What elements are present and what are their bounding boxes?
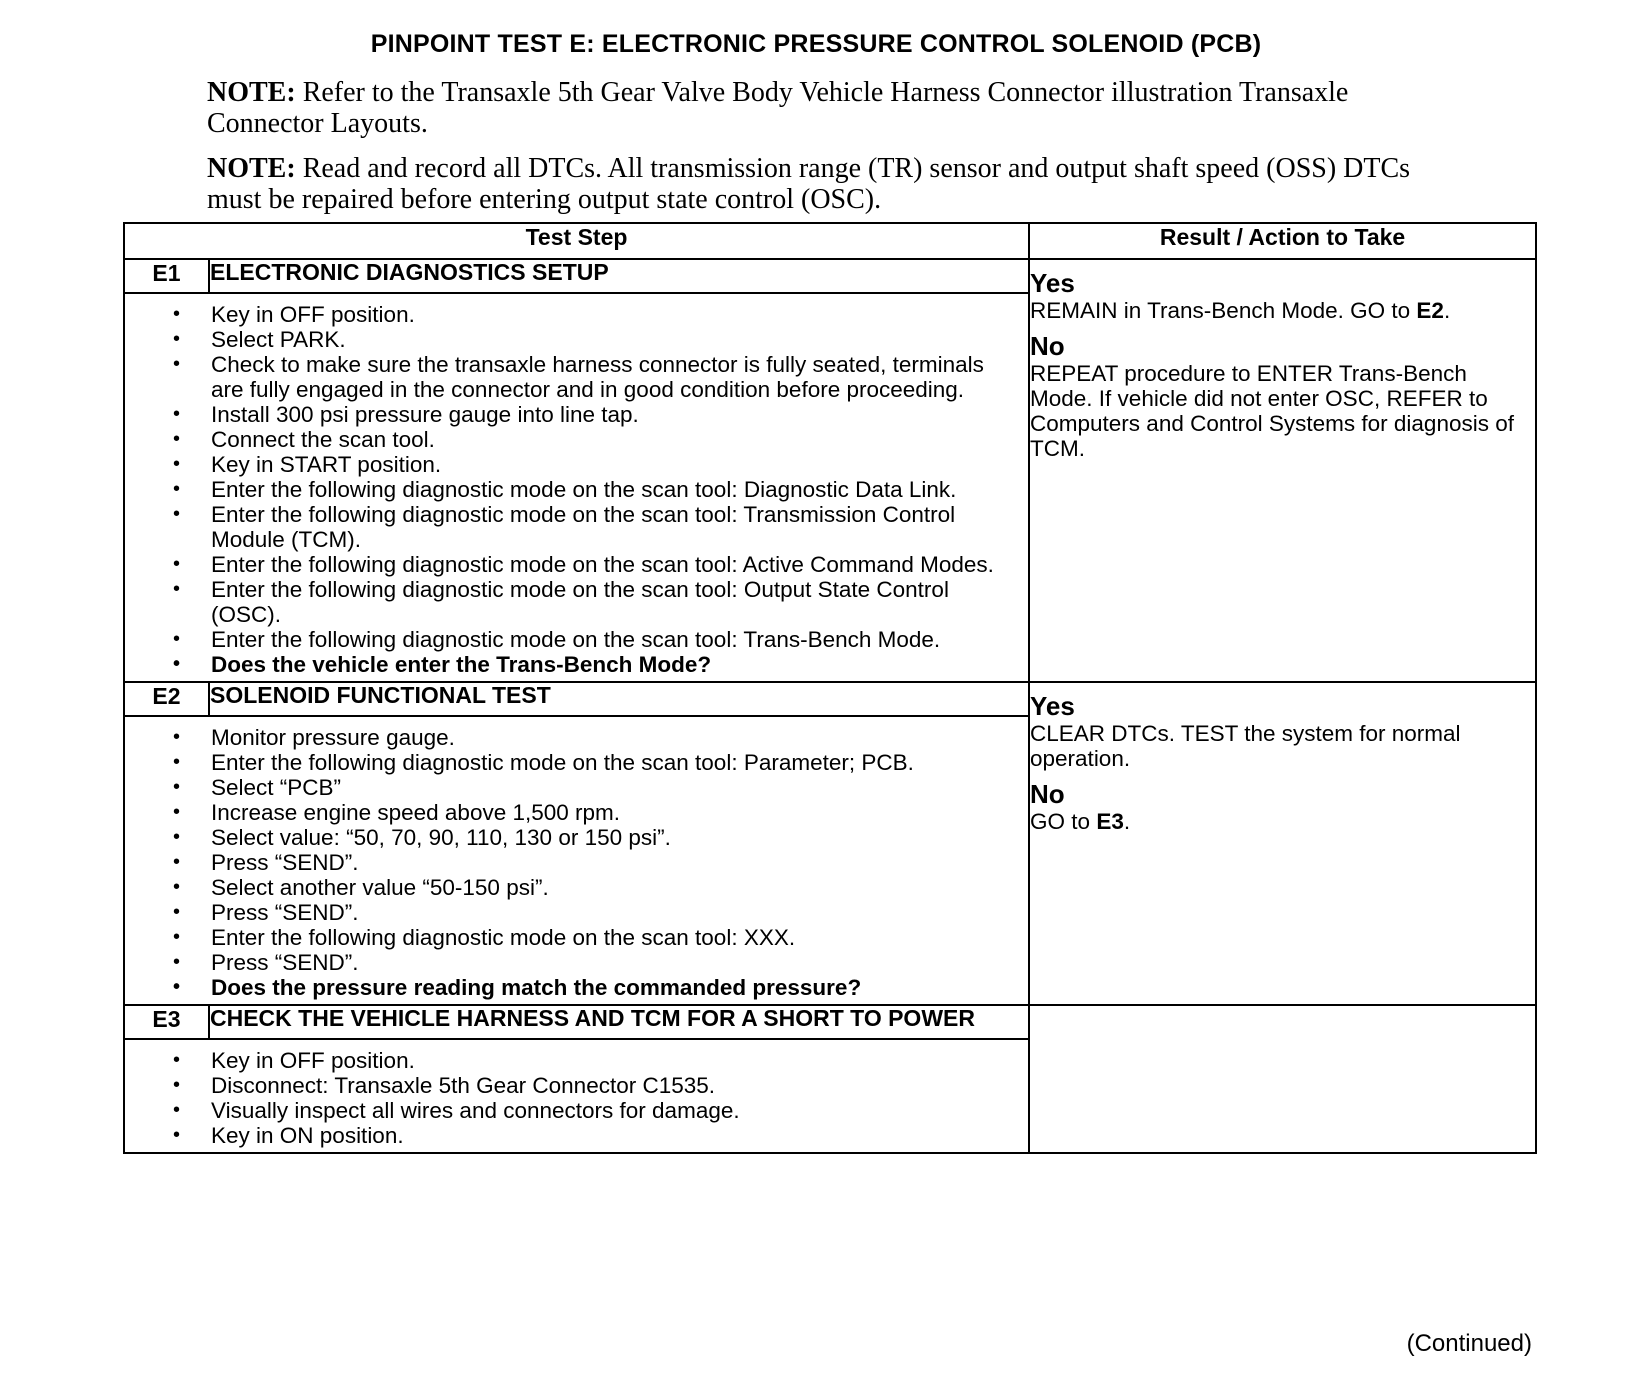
note-2	[207, 153, 1467, 215]
list-item: • Key in OFF position.	[211, 302, 1004, 327]
step-title-row	[124, 1005, 1536, 1039]
step-id: E3	[124, 1005, 209, 1039]
no-label: No	[1030, 331, 1065, 361]
list-item: • Key in OFF position.	[211, 1048, 1004, 1073]
step-question: • Does the pressure reading match the commanded pressure?	[211, 975, 1004, 1000]
yes-action: CLEAR DTCs. TEST the system for normal operation.	[1030, 721, 1461, 771]
note-text: Read and record all DTCs. All transmission range (TR) sensor and output shaft speed (OSS) DTCs must be repaired before entering output state control (OSC).	[207, 153, 1411, 215]
step-body	[124, 293, 1029, 682]
list-item: • Press “SEND”.	[211, 950, 1004, 975]
yes-action: REMAIN in Trans-Bench Mode. GO to E2.	[1030, 298, 1451, 323]
test-step-header: Test Step	[124, 223, 1029, 259]
yes-label: Yes	[1030, 691, 1075, 721]
note-label: NOTE:	[207, 77, 296, 108]
step-id: E2	[124, 682, 209, 716]
step-title: ELECTRONIC DIAGNOSTICS SETUP	[209, 259, 1029, 293]
step-ref: E2	[1416, 298, 1444, 323]
note-text: Refer to the Transaxle 5th Gear Valve Body Vehicle Harness Connector illustration Transaxle Connector Layouts.	[207, 77, 1349, 139]
list-item: • Enter the following diagnostic mode on the scan tool: XXX.	[211, 925, 1004, 950]
step-body	[124, 1039, 1029, 1153]
step-result	[1029, 1005, 1536, 1153]
step-id: E1	[124, 259, 209, 293]
list-item: • Connect the scan tool.	[211, 427, 1004, 452]
list-item: • Key in START position.	[211, 452, 1004, 477]
list-item: • Key in ON position.	[211, 1123, 1004, 1148]
step-ref: E3	[1096, 809, 1124, 834]
no-action: REPEAT procedure to ENTER Trans-Bench Mode. If vehicle did not enter OSC, REFER to Computers and Control Systems for diagnosis of TCM.	[1030, 361, 1514, 461]
continued-label: (Continued)	[1406, 1330, 1532, 1357]
list-item: • Select PARK.	[211, 327, 1004, 352]
list-item: • Enter the following diagnostic mode on the scan tool: Active Command Modes.	[211, 552, 1004, 577]
step-title-row	[124, 682, 1536, 716]
list-item: • Select another value “50-150 psi”.	[211, 875, 1004, 900]
step-result	[1029, 682, 1536, 1005]
list-item: • Install 300 psi pressure gauge into line tap.	[211, 402, 1004, 427]
note-1	[207, 77, 1467, 139]
list-item: • Check to make sure the transaxle harness connector is fully seated, terminals are fully engaged in the connector and in good condition before proceeding.	[211, 352, 1004, 402]
list-item: • Enter the following diagnostic mode on the scan tool: Diagnostic Data Link.	[211, 477, 1004, 502]
list-item: • Enter the following diagnostic mode on the scan tool: Parameter; PCB.	[211, 750, 1004, 775]
list-item: • Increase engine speed above 1,500 rpm.	[211, 800, 1004, 825]
table-header-row	[124, 223, 1536, 259]
list-item: • Enter the following diagnostic mode on the scan tool: Output State Control (OSC).	[211, 577, 1004, 627]
step-title: CHECK THE VEHICLE HARNESS AND TCM FOR A SHORT TO POWER	[209, 1005, 1029, 1039]
step-title: SOLENOID FUNCTIONAL TEST	[209, 682, 1029, 716]
step-bullet-list	[125, 717, 1028, 1004]
page-title: PINPOINT TEST E: ELECTRONIC PRESSURE CONTROL SOLENOID (PCB)	[370, 30, 1262, 58]
list-item: • Press “SEND”.	[211, 850, 1004, 875]
list-item: • Select value: “50, 70, 90, 110, 130 or 150 psi”.	[211, 825, 1004, 850]
no-label: No	[1030, 779, 1065, 809]
result-header: Result / Action to Take	[1029, 223, 1536, 259]
list-item: • Monitor pressure gauge.	[211, 725, 1004, 750]
list-item: • Visually inspect all wires and connectors for damage.	[211, 1098, 1004, 1123]
list-item: • Enter the following diagnostic mode on the scan tool: Trans-Bench Mode.	[211, 627, 1004, 652]
no-action: GO to E3.	[1030, 809, 1131, 834]
yes-label: Yes	[1030, 268, 1075, 298]
pinpoint-test-table	[123, 222, 1537, 1154]
note-label: NOTE:	[207, 153, 296, 184]
list-item: • Enter the following diagnostic mode on the scan tool: Transmission Control Module (TCM).	[211, 502, 1004, 552]
step-title-row	[124, 259, 1536, 293]
step-result	[1029, 259, 1536, 682]
list-item: • Disconnect: Transaxle 5th Gear Connector C1535.	[211, 1073, 1004, 1098]
step-bullet-list	[125, 294, 1028, 681]
list-item: • Press “SEND”.	[211, 900, 1004, 925]
step-bullet-list	[125, 1040, 1028, 1152]
list-item: • Select “PCB”	[211, 775, 1004, 800]
step-body	[124, 716, 1029, 1005]
step-question: • Does the vehicle enter the Trans-Bench Mode?	[211, 652, 1004, 677]
